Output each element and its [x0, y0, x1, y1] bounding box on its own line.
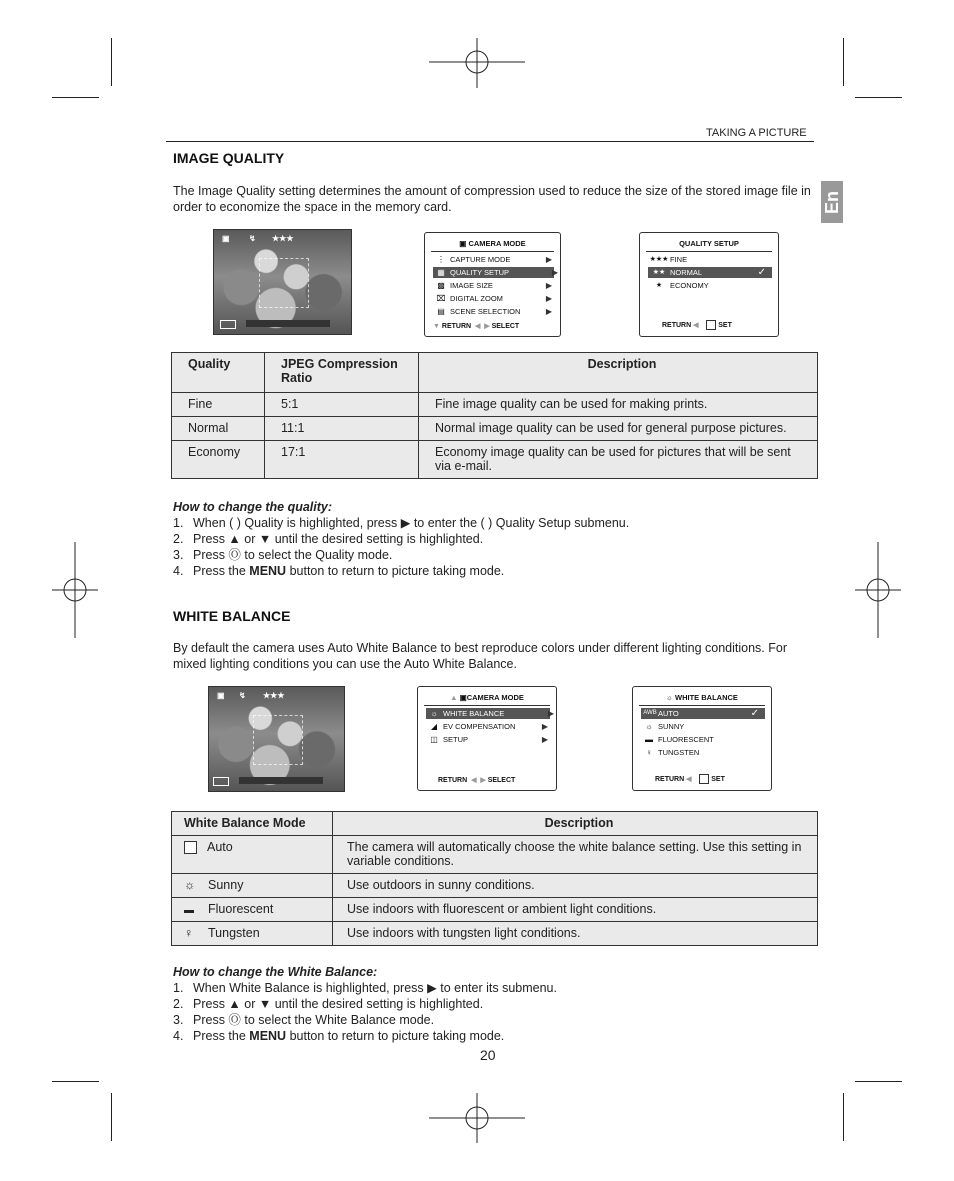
menu-title: ▣ CAMERA MODE: [459, 239, 526, 248]
instruction-step: 3. Press Ⓞ to select the White Balance mode.: [173, 1013, 435, 1027]
image-quality-intro: The Image Quality setting determines the amount of compression used to reduce the size of the stored image file in order to economize the space in the memory card.: [173, 184, 811, 214]
table-cell: Economy image quality can be used for pictures that will be sent via e-mail.: [419, 441, 818, 479]
table-header: Description: [419, 353, 818, 393]
table-cell: Economy: [172, 441, 265, 479]
crop-mark: [843, 38, 844, 86]
instruction-step: 4. Press the MENU button to return to picture taking mode.: [173, 564, 505, 578]
arrow-left-icon: ◀: [693, 321, 699, 329]
table-cell: Normal: [172, 417, 265, 441]
table-cell: Use indoors with fluorescent or ambient light conditions.: [333, 898, 818, 922]
sun-icon: ☼: [184, 878, 196, 892]
menu-divider: [639, 705, 765, 706]
battery-icon: [220, 320, 236, 329]
registration-mark-left: [52, 542, 98, 638]
checkmark-icon: ✓: [750, 708, 759, 719]
fluorescent-icon: ▬: [184, 905, 194, 916]
menu-divider: [646, 251, 772, 252]
arrow-right-icon: ▶: [551, 268, 558, 277]
table-header: Description: [333, 812, 818, 836]
arrow-right-icon: ▶: [545, 307, 552, 316]
menu-item-economy[interactable]: ★ ECONOMY: [648, 280, 772, 291]
zoom-bar: [239, 777, 323, 784]
arrow-up-icon: ▲: [450, 693, 458, 702]
camera-icon: ▣: [459, 693, 467, 702]
table-header-row: [172, 812, 818, 836]
camera-icon: ▣: [459, 239, 467, 248]
quality-stars-icon: ★★★: [272, 234, 294, 243]
table-cell: Auto: [172, 836, 333, 874]
zoom-bar: [246, 320, 330, 327]
arrow-right-icon: ▶: [545, 281, 552, 290]
setup-icon: ◫: [430, 735, 438, 744]
camera-icon: ▣: [217, 691, 225, 700]
camera-mode-menu: [417, 686, 557, 791]
table-row: [172, 874, 818, 898]
focus-frame: [259, 258, 309, 308]
table-cell: Normal image quality can be used for general purpose pictures.: [419, 417, 818, 441]
white-balance-icon: ☼: [430, 709, 438, 718]
white-balance-icon: ☼: [666, 693, 673, 702]
menu-item-sunny[interactable]: ☼ SUNNY: [641, 721, 765, 732]
auto-wb-icon: [184, 841, 197, 854]
instruction-step: 3. Press Ⓞ to select the Quality mode.: [173, 548, 393, 562]
ok-button-icon: [706, 320, 716, 330]
menu-divider: [431, 251, 554, 252]
arrow-right-icon: ▶: [545, 255, 552, 264]
table-cell: ▬ Fluorescent: [172, 898, 333, 922]
table-cell: ♀ Tungsten: [172, 922, 333, 946]
quality-instructions: [173, 499, 629, 579]
menu-item-capture-mode[interactable]: ⋮ CAPTURE MODE ▶: [433, 254, 554, 265]
table-header: JPEG Compression Ratio: [265, 353, 419, 393]
menu-item-image-size[interactable]: ▩ IMAGE SIZE ▶: [433, 280, 554, 291]
menu-item-tungsten[interactable]: ♀ TUNGSTEN: [641, 747, 765, 758]
crop-mark: [111, 1093, 112, 1141]
white-balance-intro: By default the camera uses Auto White Balance to best reproduce colors under different lighting conditions. For mixed lighting conditions you can use the Auto White Balance.: [173, 641, 788, 671]
menu-item-digital-zoom[interactable]: ⌧ DIGITAL ZOOM ▶: [433, 293, 554, 304]
table-cell: The camera will automatically choose the white balance setting. Use this setting in variable conditions.: [333, 836, 818, 874]
instruction-step: 1. When White Balance is highlighted, press ▶ to enter its submenu.: [173, 981, 557, 995]
tungsten-bulb-icon: ♀: [646, 748, 652, 757]
nav-arrows-icon: ◀ ▶: [473, 323, 490, 330]
crop-mark: [855, 1081, 902, 1082]
menu-item-fluorescent[interactable]: ▬ FLUORESCENT: [641, 734, 765, 745]
digital-zoom-icon: ⌧: [436, 294, 446, 303]
crop-mark: [843, 1093, 844, 1141]
table-cell: Fine image quality can be used for making prints.: [419, 393, 818, 417]
crop-mark: [111, 38, 112, 86]
quality-stars-icon: ★★★: [263, 691, 285, 700]
section-title-white-balance: WHITE BALANCE: [173, 608, 291, 624]
header-rule: [166, 141, 814, 142]
three-stars-icon: ★★★: [649, 256, 669, 263]
focus-frame: [253, 715, 303, 765]
section-title-image-quality: IMAGE QUALITY: [173, 150, 285, 166]
table-cell: Fine: [172, 393, 265, 417]
instruction-step: 2. Press ▲ or ▼ until the desired setting is highlighted.: [173, 532, 484, 546]
arrow-right-icon: ▶: [545, 294, 552, 303]
arrow-right-icon: ▶: [547, 709, 554, 718]
white-balance-menu: [632, 686, 772, 791]
battery-icon: [213, 777, 229, 786]
tungsten-bulb-icon: ♀: [184, 926, 194, 940]
menu-keyword: MENU: [249, 564, 287, 578]
table-row: [172, 417, 818, 441]
arrow-down-icon: ▼: [433, 323, 440, 330]
ok-button-icon: [699, 774, 709, 784]
instruction-step: 4. Press the MENU button to return to picture taking mode.: [173, 1029, 505, 1043]
camera-icon: ▣: [222, 234, 230, 243]
table-cell: 17:1: [265, 441, 419, 479]
menu-item-auto[interactable]: AWB AUTO ✓: [641, 708, 765, 719]
instructions-title: How to change the White Balance:: [173, 965, 378, 979]
flash-icon: ↯: [239, 691, 246, 700]
table-header: Quality: [172, 353, 265, 393]
page-number: 20: [480, 1047, 496, 1063]
crop-mark: [52, 97, 99, 98]
table-cell: Use outdoors in sunny conditions.: [333, 874, 818, 898]
table-row: [172, 441, 818, 479]
table-cell: ☼ Sunny: [172, 874, 333, 898]
menu-footer: ▼ RETURN ◀ ▶ SELECT: [433, 323, 520, 330]
registration-mark-bottom: [429, 1093, 525, 1143]
registration-mark-top: [429, 38, 525, 88]
ev-compensation-icon: ◢: [430, 722, 438, 731]
menu-footer: RETURN ◀ ▶ SELECT: [438, 777, 516, 784]
flash-icon: ↯: [249, 234, 256, 243]
table-row: [172, 393, 818, 417]
arrow-right-icon: ▶: [541, 722, 548, 731]
instruction-step: 1. When ( ) Quality is highlighted, press ▶ to enter the ( ) Quality Setup submenu.: [173, 516, 630, 530]
table-header-row: [172, 353, 818, 393]
sun-icon: ☼: [645, 722, 653, 731]
white-balance-instructions: [173, 964, 557, 1044]
quality-icon: ▦: [437, 268, 445, 277]
white-balance-table: [171, 811, 818, 946]
checkmark-icon: ✓: [757, 267, 766, 278]
running-header: TAKING A PICTURE: [706, 127, 807, 139]
capture-mode-icon: ⋮: [437, 255, 445, 264]
menu-item-scene-selection[interactable]: ▤ SCENE SELECTION ▶: [433, 306, 554, 317]
menu-item-normal[interactable]: ★★ NORMAL ✓: [648, 267, 772, 278]
camera-mode-menu: [424, 232, 561, 337]
arrow-right-icon: ▶: [541, 735, 548, 744]
camera-preview-image: [208, 686, 345, 792]
table-row: [172, 836, 818, 874]
instructions-title: How to change the quality:: [173, 500, 333, 514]
camera-preview-image: [213, 229, 352, 335]
table-header: White Balance Mode: [172, 812, 333, 836]
crop-mark: [52, 1081, 99, 1082]
table-row: [172, 898, 818, 922]
instruction-step: 2. Press ▲ or ▼ until the desired setting is highlighted.: [173, 997, 484, 1011]
menu-item-ev-compensation[interactable]: ◢ EV COMPENSATION ▶: [426, 721, 550, 732]
menu-footer: RETURN ◀ SET: [662, 321, 732, 329]
fluorescent-icon: ▬: [645, 735, 653, 744]
menu-keyword: MENU: [249, 1029, 287, 1043]
scene-icon: ▤: [437, 307, 445, 316]
menu-item-quality-setup[interactable]: ▦ QUALITY SETUP ▶: [433, 267, 554, 278]
one-star-icon: ★: [655, 282, 663, 289]
menu-title: QUALITY SETUP: [679, 239, 739, 248]
menu-footer: RETURN ◀ SET: [655, 775, 725, 783]
table-row: [172, 922, 818, 946]
menu-item-white-balance[interactable]: ☼ WHITE BALANCE ▶: [426, 708, 550, 719]
menu-item-fine[interactable]: ★★★ FINE: [649, 255, 688, 264]
menu-divider: [424, 705, 550, 706]
arrow-left-icon: ◀: [686, 775, 692, 783]
menu-title: ▲ ▣CAMERA MODE: [450, 693, 524, 702]
language-tab: En: [821, 181, 843, 223]
table-cell: Use indoors with tungsten light conditions.: [333, 922, 818, 946]
menu-title: ☼ WHITE BALANCE: [666, 693, 738, 702]
menu-item-setup[interactable]: ◫ SETUP ▶: [426, 734, 550, 745]
awb-icon: AWB: [643, 710, 657, 716]
image-size-icon: ▩: [437, 281, 445, 290]
table-cell: 11:1: [265, 417, 419, 441]
nav-arrows-icon: ◀ ▶: [469, 777, 486, 784]
quality-setup-menu: [639, 232, 779, 337]
two-stars-icon: ★★: [652, 269, 666, 276]
table-cell: 5:1: [265, 393, 419, 417]
crop-mark: [855, 97, 902, 98]
registration-mark-right: [855, 542, 901, 638]
quality-table: [171, 352, 818, 479]
